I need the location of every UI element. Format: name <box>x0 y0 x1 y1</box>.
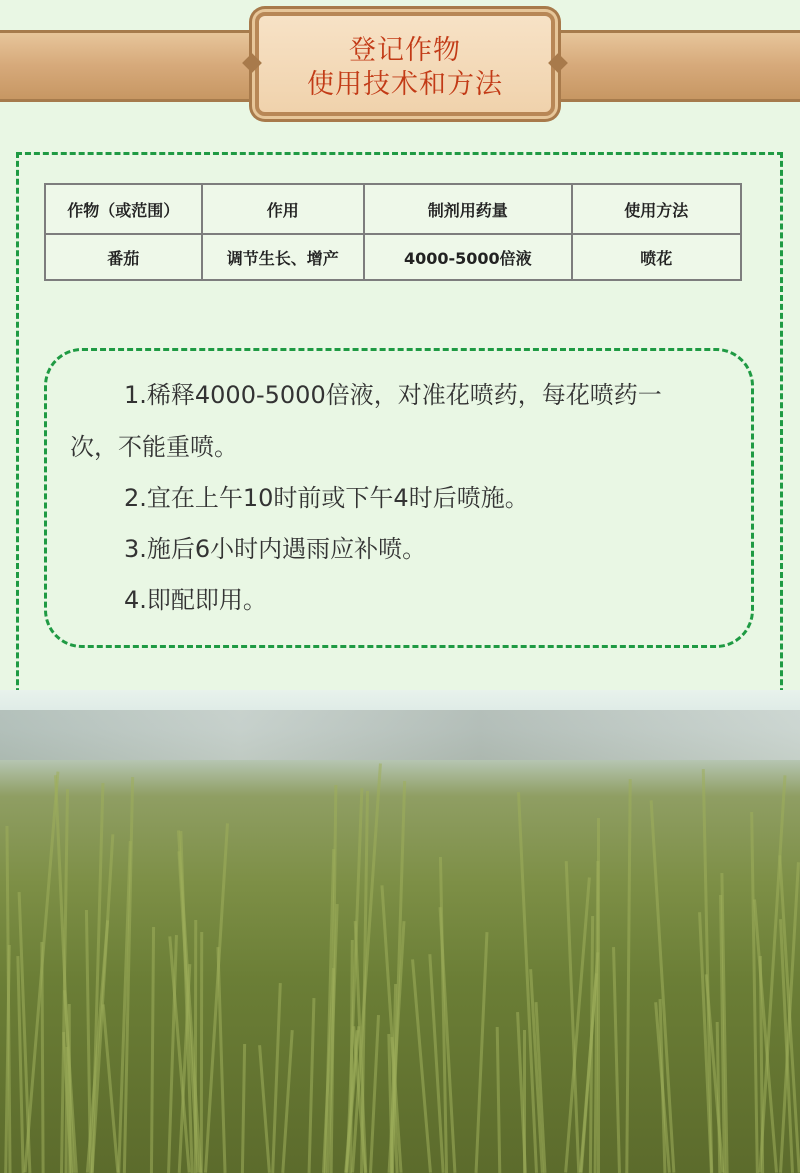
wheat-stalk <box>216 947 226 1173</box>
table-cell-crop: 番茄 <box>45 234 202 280</box>
wheat-stalk <box>258 1045 271 1173</box>
table-header-dosage: 制剂用药量 <box>364 184 571 234</box>
table-header-method: 使用方法 <box>572 184 741 234</box>
wheat-field-image <box>0 690 800 1173</box>
field-horizon-haze <box>0 710 800 760</box>
wheat-stalk <box>241 1044 246 1173</box>
wheat-stalk <box>102 1004 120 1173</box>
crop-spec-table <box>44 183 742 281</box>
instruction-1-continued: 次，不能重喷。 <box>70 433 238 461</box>
wheat-stalk <box>612 947 621 1173</box>
wheat-stalk <box>750 812 759 1173</box>
header-banner-plate <box>255 12 555 116</box>
wheat-stalk <box>475 932 489 1173</box>
table-header-effect: 作用 <box>202 184 365 234</box>
table-cell-effect: 调节生长、增产 <box>202 234 365 280</box>
wheat-stalk <box>369 1015 380 1173</box>
wheat-stalk <box>204 823 229 1172</box>
instruction-1: 1.稀释4000-5000倍液，对准花喷药，每花喷药一 <box>124 381 662 409</box>
table-cell-method: 喷花 <box>572 234 741 280</box>
wheat-stalk <box>496 1027 502 1173</box>
table-cell-dosage: 4000-5000倍液 <box>364 234 571 280</box>
page-title-line1: 登记作物 <box>349 35 461 66</box>
table-header-row <box>45 184 741 234</box>
wheat-stalk <box>150 927 155 1173</box>
wheat-stalk <box>271 983 282 1173</box>
page-title-line2: 使用技术和方法 <box>307 69 503 100</box>
instruction-4: 4.即配即用。 <box>124 586 267 614</box>
instruction-2: 2.宜在上午10时前或下午4时后喷施。 <box>124 484 529 512</box>
wheat-stalk <box>91 834 115 1173</box>
table-row <box>45 234 741 280</box>
wheat-stalk <box>308 998 316 1173</box>
instruction-3: 3.施后6小时内遇雨应补喷。 <box>124 535 427 563</box>
wheat-stalk <box>281 1030 293 1173</box>
wheat-stalk <box>411 959 432 1173</box>
table-header-crop: 作物（或范围） <box>45 184 202 234</box>
wheat-stalk <box>625 779 631 1173</box>
wheat-stalk <box>40 942 44 1173</box>
wheat-stalk <box>597 818 600 1173</box>
wheat-stalk <box>200 932 203 1173</box>
